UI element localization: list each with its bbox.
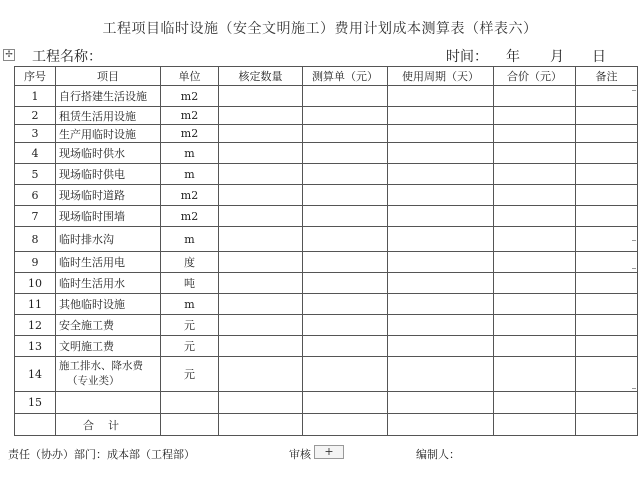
total-no-cell bbox=[15, 414, 56, 436]
row-unit: m2 bbox=[161, 206, 219, 227]
period-cell[interactable] bbox=[388, 273, 494, 294]
remark-cell[interactable] bbox=[576, 252, 638, 273]
row-no: 2 bbox=[15, 107, 56, 125]
responsible-department-label: 责任（协办）部门：成本部（工程部） bbox=[8, 448, 195, 461]
row-unit: 元 bbox=[161, 357, 219, 392]
remark-cell[interactable] bbox=[576, 273, 638, 294]
row-item: 租赁生活用设施 bbox=[56, 107, 161, 125]
quantity-cell[interactable] bbox=[219, 273, 303, 294]
year-label: 年 bbox=[506, 49, 520, 65]
total-price-cell[interactable] bbox=[494, 414, 576, 436]
total-unit-cell bbox=[161, 414, 219, 436]
period-cell[interactable] bbox=[388, 414, 494, 436]
header-period: 使用周期（天） bbox=[388, 67, 494, 86]
total-price-cell[interactable] bbox=[494, 107, 576, 125]
unit-price-cell[interactable] bbox=[303, 392, 388, 414]
maker-label: 编制人： bbox=[416, 448, 460, 461]
unit-price-cell[interactable] bbox=[303, 143, 388, 164]
row-item: 安全施工费 bbox=[56, 315, 161, 336]
quantity-cell[interactable] bbox=[219, 107, 303, 125]
header-unit: 单位 bbox=[161, 67, 219, 86]
row-item: 现场临时围墙 bbox=[56, 206, 161, 227]
period-cell[interactable] bbox=[388, 336, 494, 357]
table-row bbox=[15, 392, 638, 414]
quantity-cell[interactable] bbox=[219, 252, 303, 273]
quantity-cell[interactable] bbox=[219, 143, 303, 164]
row-item: 临时排水沟 bbox=[56, 227, 161, 252]
row-no: 3 bbox=[15, 125, 56, 143]
row-unit: m2 bbox=[161, 185, 219, 206]
table-row bbox=[15, 143, 638, 164]
quantity-cell[interactable] bbox=[219, 185, 303, 206]
period-cell[interactable] bbox=[388, 185, 494, 206]
header-no: 序号 bbox=[15, 67, 56, 86]
table-row bbox=[15, 252, 638, 273]
period-cell[interactable] bbox=[388, 206, 494, 227]
row-unit: 吨 bbox=[161, 273, 219, 294]
total-price-cell[interactable] bbox=[494, 294, 576, 315]
table-row bbox=[15, 206, 638, 227]
page-title: 工程项目临时设施（安全文明施工）费用计划成本测算表（样表六） bbox=[102, 21, 538, 37]
unit-price-cell[interactable] bbox=[303, 86, 388, 107]
remark-cell[interactable] bbox=[576, 143, 638, 164]
header-item: 项目 bbox=[56, 67, 161, 86]
period-cell[interactable] bbox=[388, 252, 494, 273]
audit-label: 审核 bbox=[289, 448, 311, 461]
unit-price-cell[interactable] bbox=[303, 107, 388, 125]
resize-marker bbox=[632, 90, 636, 91]
row-item[interactable] bbox=[56, 392, 161, 414]
quantity-cell[interactable] bbox=[219, 336, 303, 357]
period-cell[interactable] bbox=[388, 107, 494, 125]
month-label: 月 bbox=[550, 49, 564, 65]
unit-price-cell[interactable] bbox=[303, 206, 388, 227]
row-no: 10 bbox=[15, 273, 56, 294]
row-unit: m2 bbox=[161, 86, 219, 107]
total-price-cell[interactable] bbox=[494, 315, 576, 336]
period-cell[interactable] bbox=[388, 315, 494, 336]
remark-cell[interactable] bbox=[576, 294, 638, 315]
cost-estimate-table bbox=[14, 66, 638, 436]
row-item: 自行搭建生活设施 bbox=[56, 86, 161, 107]
row-no: 9 bbox=[15, 252, 56, 273]
remark-cell[interactable] bbox=[576, 392, 638, 414]
row-no: 14 bbox=[15, 357, 56, 392]
total-price-cell[interactable] bbox=[494, 86, 576, 107]
quantity-cell[interactable] bbox=[219, 357, 303, 392]
row-no: 8 bbox=[15, 227, 56, 252]
total-price-cell[interactable] bbox=[494, 164, 576, 185]
row-unit: m bbox=[161, 143, 219, 164]
row-unit: m bbox=[161, 164, 219, 185]
total-row bbox=[15, 414, 638, 436]
header-total-price: 合价（元） bbox=[494, 67, 576, 86]
total-price-cell[interactable] bbox=[494, 336, 576, 357]
row-item: 临时生活用水 bbox=[56, 273, 161, 294]
remark-cell[interactable] bbox=[576, 315, 638, 336]
total-price-cell[interactable] bbox=[494, 206, 576, 227]
row-item: 文明施工费 bbox=[56, 336, 161, 357]
remark-cell[interactable] bbox=[576, 107, 638, 125]
row-unit: 元 bbox=[161, 315, 219, 336]
unit-price-cell[interactable] bbox=[303, 294, 388, 315]
quantity-cell[interactable] bbox=[219, 206, 303, 227]
total-price-cell[interactable] bbox=[494, 273, 576, 294]
row-no: 6 bbox=[15, 185, 56, 206]
row-unit[interactable] bbox=[161, 392, 219, 414]
quantity-cell[interactable] bbox=[219, 392, 303, 414]
unit-price-cell[interactable] bbox=[303, 185, 388, 206]
period-cell[interactable] bbox=[388, 357, 494, 392]
total-price-cell[interactable] bbox=[494, 252, 576, 273]
resize-marker bbox=[632, 268, 636, 269]
row-no: 11 bbox=[15, 294, 56, 315]
row-unit: 度 bbox=[161, 252, 219, 273]
unit-price-cell[interactable] bbox=[303, 336, 388, 357]
period-cell[interactable] bbox=[388, 86, 494, 107]
row-unit: m bbox=[161, 227, 219, 252]
remark-cell[interactable] bbox=[576, 185, 638, 206]
row-unit: m bbox=[161, 294, 219, 315]
row-item: 生产用临时设施 bbox=[56, 125, 161, 143]
day-label: 日 bbox=[592, 49, 606, 65]
remark-cell[interactable] bbox=[576, 206, 638, 227]
unit-price-cell[interactable] bbox=[303, 414, 388, 436]
table-row bbox=[15, 336, 638, 357]
row-no: 13 bbox=[15, 336, 56, 357]
unit-price-cell[interactable] bbox=[303, 273, 388, 294]
remark-cell[interactable] bbox=[576, 227, 638, 252]
total-price-cell[interactable] bbox=[494, 125, 576, 143]
row-no: 1 bbox=[15, 86, 56, 107]
row-no: 5 bbox=[15, 164, 56, 185]
table-row bbox=[15, 164, 638, 185]
table-row bbox=[15, 315, 638, 336]
table-move-handle-icon[interactable]: ✢ bbox=[3, 49, 15, 61]
header-remark: 备注 bbox=[576, 67, 638, 86]
time-label: 时间： bbox=[446, 49, 488, 65]
period-cell[interactable] bbox=[388, 392, 494, 414]
table-row bbox=[15, 294, 638, 315]
row-no: 7 bbox=[15, 206, 56, 227]
header-unit-price: 测算单（元） bbox=[303, 67, 388, 86]
quantity-cell[interactable] bbox=[219, 164, 303, 185]
project-name-label: 工程名称： bbox=[32, 49, 102, 65]
row-item: 其他临时设施 bbox=[56, 294, 161, 315]
remark-cell[interactable] bbox=[576, 164, 638, 185]
period-cell[interactable] bbox=[388, 143, 494, 164]
row-item-line1: 施工排水、降水费 bbox=[59, 360, 143, 372]
unit-price-cell[interactable] bbox=[303, 125, 388, 143]
row-unit: m2 bbox=[161, 107, 219, 125]
period-cell[interactable] bbox=[388, 227, 494, 252]
total-price-cell[interactable] bbox=[494, 185, 576, 206]
remark-cell[interactable] bbox=[576, 125, 638, 143]
table-row bbox=[15, 357, 638, 392]
unit-price-cell[interactable] bbox=[303, 164, 388, 185]
total-price-cell[interactable] bbox=[494, 392, 576, 414]
resize-marker bbox=[632, 388, 636, 389]
header-quantity: 核定数量 bbox=[219, 67, 303, 86]
table-header-row bbox=[15, 67, 638, 86]
quantity-cell[interactable] bbox=[219, 86, 303, 107]
total-price-cell[interactable] bbox=[494, 143, 576, 164]
row-item: 现场临时供电 bbox=[56, 164, 161, 185]
row-item bbox=[56, 357, 161, 392]
remark-cell[interactable] bbox=[576, 336, 638, 357]
quantity-cell[interactable] bbox=[219, 125, 303, 143]
period-cell[interactable] bbox=[388, 164, 494, 185]
unit-price-cell[interactable] bbox=[303, 252, 388, 273]
remark-cell[interactable] bbox=[576, 357, 638, 392]
table-row bbox=[15, 273, 638, 294]
total-label: 合计 bbox=[56, 414, 161, 436]
row-no: 15 bbox=[15, 392, 56, 414]
table-row bbox=[15, 185, 638, 206]
row-item: 现场临时供水 bbox=[56, 143, 161, 164]
table-row bbox=[15, 86, 638, 107]
remark-cell[interactable] bbox=[576, 86, 638, 107]
unit-price-cell[interactable] bbox=[303, 315, 388, 336]
table-row bbox=[15, 227, 638, 252]
period-cell[interactable] bbox=[388, 294, 494, 315]
total-price-cell[interactable] bbox=[494, 357, 576, 392]
quantity-cell[interactable] bbox=[219, 414, 303, 436]
row-item: 临时生活用电 bbox=[56, 252, 161, 273]
row-no: 12 bbox=[15, 315, 56, 336]
row-item-line2: （专业类） bbox=[67, 375, 120, 387]
quantity-cell[interactable] bbox=[219, 227, 303, 252]
table-row bbox=[15, 125, 638, 143]
quantity-cell[interactable] bbox=[219, 294, 303, 315]
total-price-cell[interactable] bbox=[494, 227, 576, 252]
resize-marker bbox=[632, 240, 636, 241]
quantity-cell[interactable] bbox=[219, 315, 303, 336]
row-no: 4 bbox=[15, 143, 56, 164]
period-cell[interactable] bbox=[388, 125, 494, 143]
unit-price-cell[interactable] bbox=[303, 357, 388, 392]
unit-price-cell[interactable] bbox=[303, 227, 388, 252]
row-item: 现场临时道路 bbox=[56, 185, 161, 206]
row-unit: m2 bbox=[161, 125, 219, 143]
add-row-button[interactable]: + bbox=[314, 445, 344, 459]
remark-cell[interactable] bbox=[576, 414, 638, 436]
table-row bbox=[15, 107, 638, 125]
row-unit: 元 bbox=[161, 336, 219, 357]
